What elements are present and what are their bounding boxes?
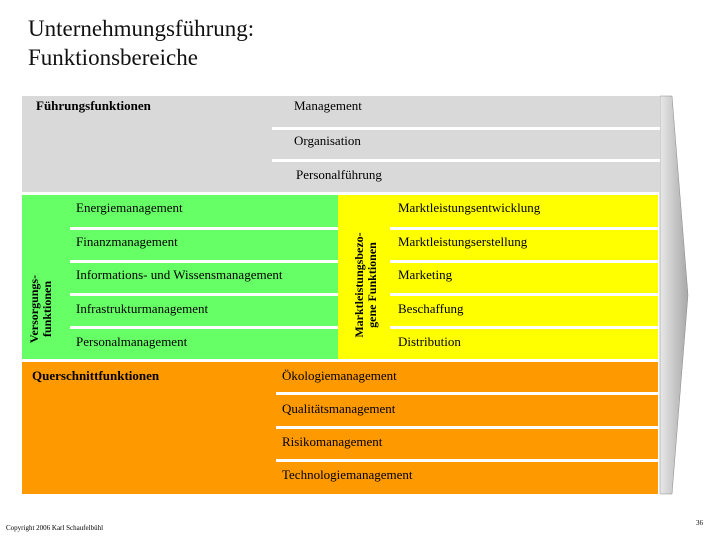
- fuehrung-separator: [272, 127, 660, 130]
- fuehrung-item-organisation: Organisation: [294, 133, 361, 148]
- fuehrung-header: Führungsfunktionen: [36, 98, 151, 113]
- versorgung-header: [28, 249, 56, 369]
- marktleistung-item-beschaffung: Beschaffung: [398, 301, 464, 316]
- querschnitt-item-risiko: Risikomanagement: [282, 434, 383, 449]
- marktleistung-separator: [390, 260, 658, 263]
- marktleistung-header-line-2: gene Funktionen: [365, 242, 379, 328]
- querschnitt-item-oekologie: Ökologiemanagement: [282, 368, 397, 383]
- fuehrung-separator: [272, 159, 660, 162]
- title-line-2: Funktionsbereiche: [28, 45, 198, 70]
- fuehrung-item-personalfuehrung: Personalführung: [296, 167, 382, 182]
- versorgung-separator: [70, 293, 338, 296]
- marktleistung-separator: [390, 293, 658, 296]
- versorgung-item-infrastruktur: Infrastrukturmanagement: [76, 301, 209, 316]
- querschnitt-item-qualitaet: Qualitätsmanagement: [282, 401, 396, 416]
- querschnitt-separator: [276, 459, 658, 462]
- marktleistung-header-line-1: Marktleistungsbezo-: [352, 232, 366, 338]
- versorgung-separator: [70, 326, 338, 329]
- querschnitt-item-technologie: Technologiemanagement: [282, 467, 413, 482]
- versorgung-item-energie: Energiemanagement: [76, 200, 183, 215]
- marktleistung-separator: [390, 326, 658, 329]
- fuehrung-item-management: Management: [294, 98, 362, 113]
- copyright-footer: Copyright 2006 Karl Schaufelbühl: [6, 524, 104, 532]
- versorgung-item-personal: Personalmanagement: [76, 334, 188, 349]
- marktleistung-band: [338, 195, 658, 359]
- versorgung-header-line-2: funktionen: [40, 280, 54, 338]
- versorgung-separator: [70, 260, 338, 263]
- title-line-1: Unternehmungsführung:: [28, 16, 255, 41]
- page-number: 36: [696, 519, 703, 527]
- versorgung-item-finanz: Finanzmanagement: [76, 234, 178, 249]
- querschnitt-separator: [276, 426, 658, 429]
- marktleistung-separator: [390, 227, 658, 230]
- marktleistung-item-entwicklung: Marktleistungsentwicklung: [398, 200, 541, 215]
- querschnitt-header: Querschnittfunktionen: [32, 368, 160, 383]
- versorgung-separator: [70, 227, 338, 230]
- marktleistung-header: [353, 220, 381, 350]
- marktleistung-item-erstellung: Marktleistungserstellung: [398, 234, 528, 249]
- querschnitt-separator: [276, 392, 658, 395]
- versorgung-header-line-1: Versorgungs-: [27, 274, 41, 344]
- marktleistung-item-distribution: Distribution: [398, 334, 461, 349]
- versorgung-item-informations: Informations- und Wissensmanagement: [76, 267, 283, 282]
- marktleistung-item-marketing: Marketing: [398, 267, 453, 282]
